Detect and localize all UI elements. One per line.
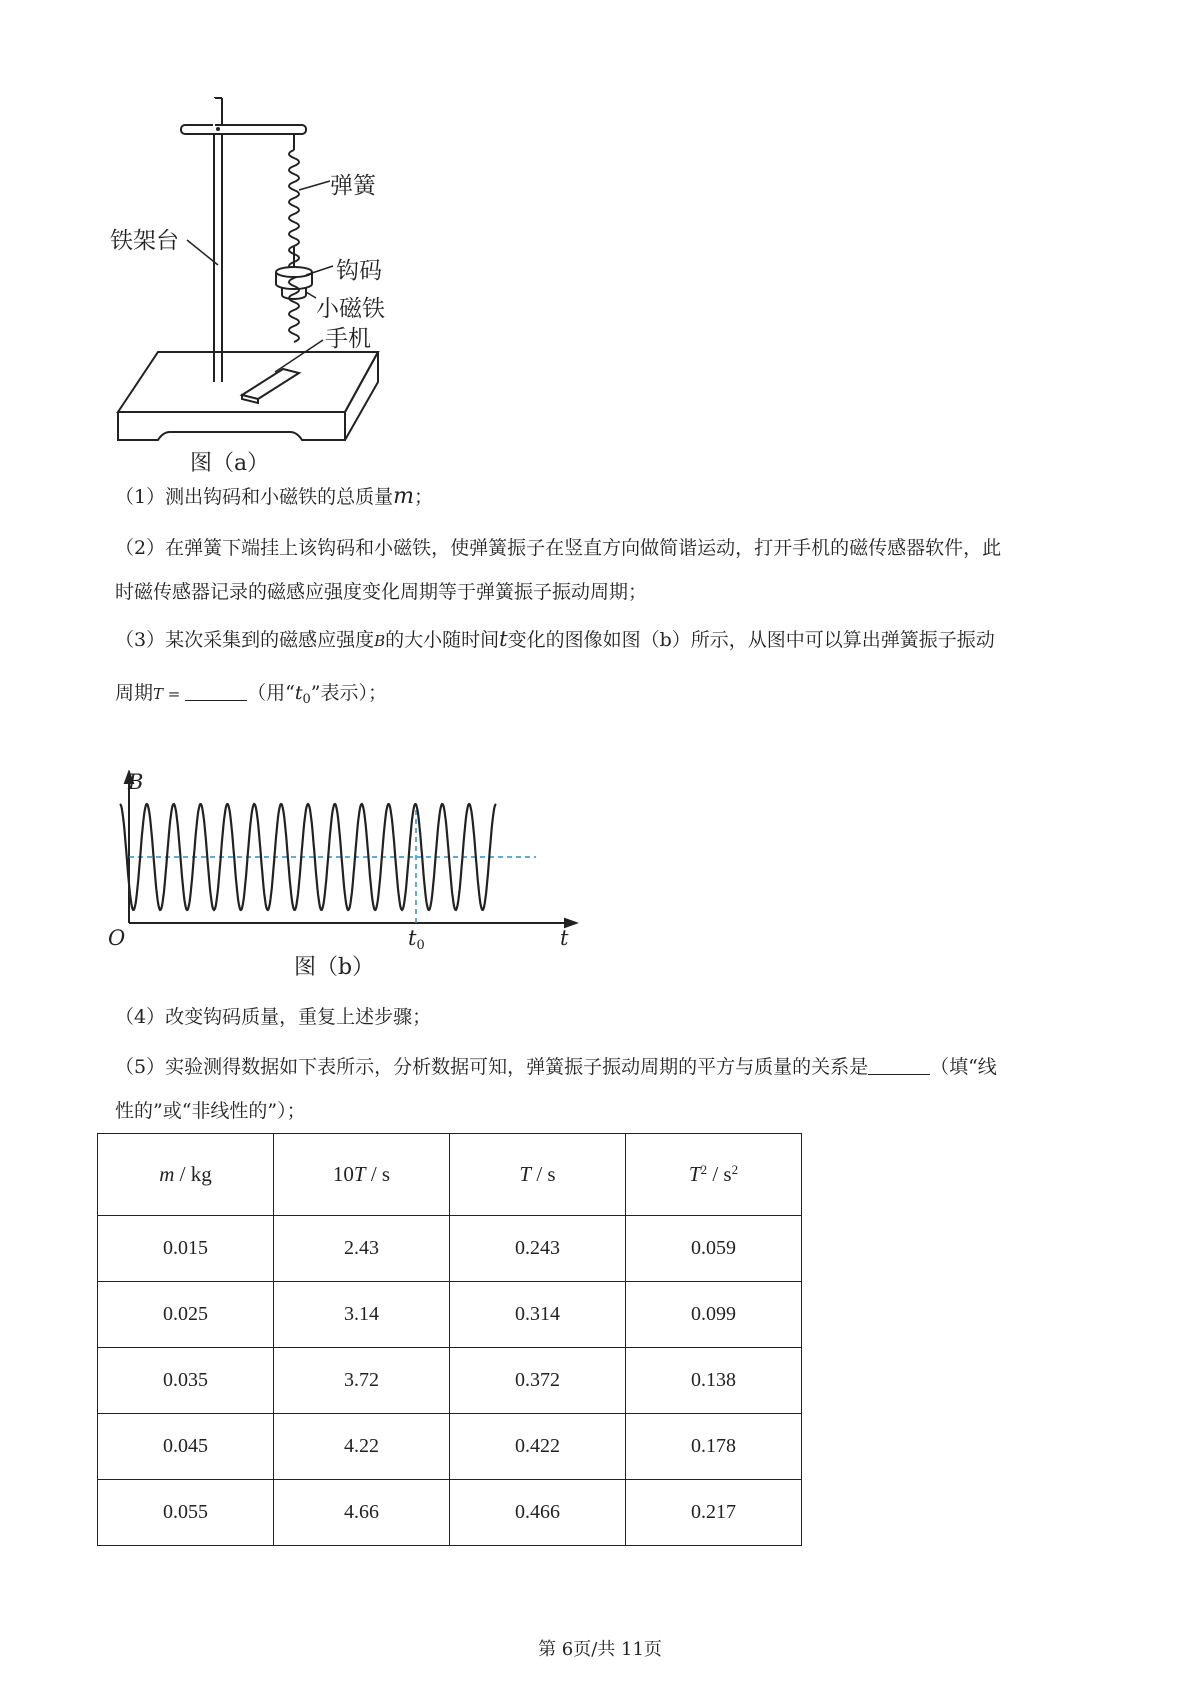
answer-blank-period[interactable] bbox=[185, 680, 247, 701]
equals-sign: = bbox=[163, 685, 186, 703]
header-ten-var: T bbox=[353, 1162, 366, 1186]
label-magnet: 小磁铁 bbox=[316, 296, 385, 322]
step-5-line-1 bbox=[115, 1053, 997, 1081]
header-period bbox=[450, 1134, 626, 1216]
table-row bbox=[98, 1480, 802, 1546]
var-t0: t bbox=[294, 682, 303, 704]
table-cell: 0.178 bbox=[626, 1414, 802, 1480]
header-mass-var: m bbox=[159, 1162, 175, 1186]
step-3-hint-a: （用“ bbox=[247, 682, 295, 704]
label-phone: 手机 bbox=[325, 326, 371, 352]
table-header-row bbox=[98, 1134, 802, 1216]
table-cell: 2.43 bbox=[274, 1216, 450, 1282]
header-sq-sup: 2 bbox=[700, 1162, 708, 1177]
header-ten-periods bbox=[274, 1134, 450, 1216]
var-B: B bbox=[374, 632, 386, 650]
table-cell: 4.66 bbox=[274, 1480, 450, 1546]
step-4: （4）改变钩码质量，重复上述步骤； bbox=[115, 1006, 432, 1028]
header-period-squared bbox=[626, 1134, 802, 1216]
table-cell: 0.372 bbox=[450, 1348, 626, 1414]
figure-a-caption: 图（a） bbox=[190, 451, 270, 476]
header-ten-prefix: 10 bbox=[332, 1162, 354, 1186]
header-sq-var: T bbox=[688, 1162, 701, 1186]
t0-label-sub: 0 bbox=[416, 938, 425, 953]
t0-label-t: t bbox=[408, 926, 417, 950]
step-1-text: （1）测出钩码和小磁铁的总质量 bbox=[115, 486, 394, 508]
step-3-hint-b: ”表示）； bbox=[310, 682, 387, 704]
var-t: t bbox=[499, 627, 508, 651]
base-top bbox=[118, 352, 378, 412]
figure-a-diagram bbox=[0, 0, 420, 450]
table-row bbox=[98, 1216, 802, 1282]
table-cell: 0.466 bbox=[450, 1480, 626, 1546]
label-spring: 弹簧 bbox=[330, 173, 376, 199]
table-row bbox=[98, 1414, 802, 1480]
var-m: m bbox=[393, 484, 414, 509]
table-row bbox=[98, 1282, 802, 1348]
header-sq-unit: / s bbox=[707, 1162, 732, 1186]
header-ten-unit: / s bbox=[365, 1162, 391, 1186]
step-3-text-c: 变化的图像如图（b）所示，从图中可以算出弹簧振子振动 bbox=[507, 629, 995, 651]
step-3-period: 周期 bbox=[115, 682, 154, 704]
table-cell: 3.72 bbox=[274, 1348, 450, 1414]
header-sq-unit-sup: 2 bbox=[731, 1162, 739, 1177]
table-cell: 0.035 bbox=[98, 1348, 274, 1414]
step-2-line-2: 时磁传感器记录的磁感应强度变化周期等于弹簧振子振动周期； bbox=[115, 581, 648, 603]
table-cell: 0.217 bbox=[626, 1480, 802, 1546]
step-3-line-1 bbox=[115, 625, 995, 655]
table-cell: 0.422 bbox=[450, 1414, 626, 1480]
origin-label: O bbox=[108, 926, 126, 950]
header-period-var: T bbox=[519, 1162, 532, 1186]
step-5-text: （5）实验测得数据如下表所示，分析数据可知，弹簧振子振动周期的平方与质量的关系是 bbox=[115, 1056, 869, 1078]
table-cell: 0.045 bbox=[98, 1414, 274, 1480]
page-footer: 第 6页/共 11页 bbox=[538, 1639, 662, 1660]
header-mass bbox=[98, 1134, 274, 1216]
axis-label-B: B bbox=[128, 770, 144, 794]
table-cell: 0.055 bbox=[98, 1480, 274, 1546]
data-table bbox=[97, 1133, 802, 1546]
table-cell: 0.138 bbox=[626, 1348, 802, 1414]
figure-b-graph bbox=[100, 770, 580, 950]
label-weight: 钩码 bbox=[336, 258, 382, 284]
table-row bbox=[98, 1348, 802, 1414]
step-5-line-2: 性的”或“非线性的”）； bbox=[115, 1100, 306, 1122]
label-stand: 铁架台 bbox=[110, 228, 179, 254]
step-1-end: ； bbox=[413, 486, 433, 508]
table-cell: 0.099 bbox=[626, 1282, 802, 1348]
table-cell: 3.14 bbox=[274, 1282, 450, 1348]
step-3-line-2 bbox=[115, 679, 387, 714]
table-cell: 0.243 bbox=[450, 1216, 626, 1282]
header-mass-unit: / kg bbox=[174, 1162, 212, 1186]
step-1 bbox=[115, 483, 433, 511]
step-5-hint: （填“线 bbox=[930, 1056, 997, 1078]
table-cell: 0.025 bbox=[98, 1282, 274, 1348]
step-2-line-1: （2）在弹簧下端挂上该钩码和小磁铁，使弹簧振子在竖直方向做简谐运动，打开手机的磁传感器软件，此 bbox=[115, 537, 1002, 559]
var-T: T bbox=[153, 685, 164, 703]
step-3-text-b: 的大小随时间 bbox=[385, 629, 500, 651]
axis-label-t: t bbox=[560, 926, 569, 950]
header-period-unit: / s bbox=[531, 1162, 556, 1186]
t0-label bbox=[408, 926, 425, 953]
step-3-text-a: （3）某次采集到的磁感应强度 bbox=[115, 629, 375, 651]
table-cell: 0.059 bbox=[626, 1216, 802, 1282]
table-cell: 4.22 bbox=[274, 1414, 450, 1480]
figure-b-caption: 图（b） bbox=[294, 955, 375, 980]
answer-blank-relation[interactable] bbox=[868, 1054, 930, 1075]
table-cell: 0.314 bbox=[450, 1282, 626, 1348]
base-front bbox=[118, 412, 345, 440]
table-cell: 0.015 bbox=[98, 1216, 274, 1282]
var-t0-sub: 0 bbox=[302, 692, 311, 707]
